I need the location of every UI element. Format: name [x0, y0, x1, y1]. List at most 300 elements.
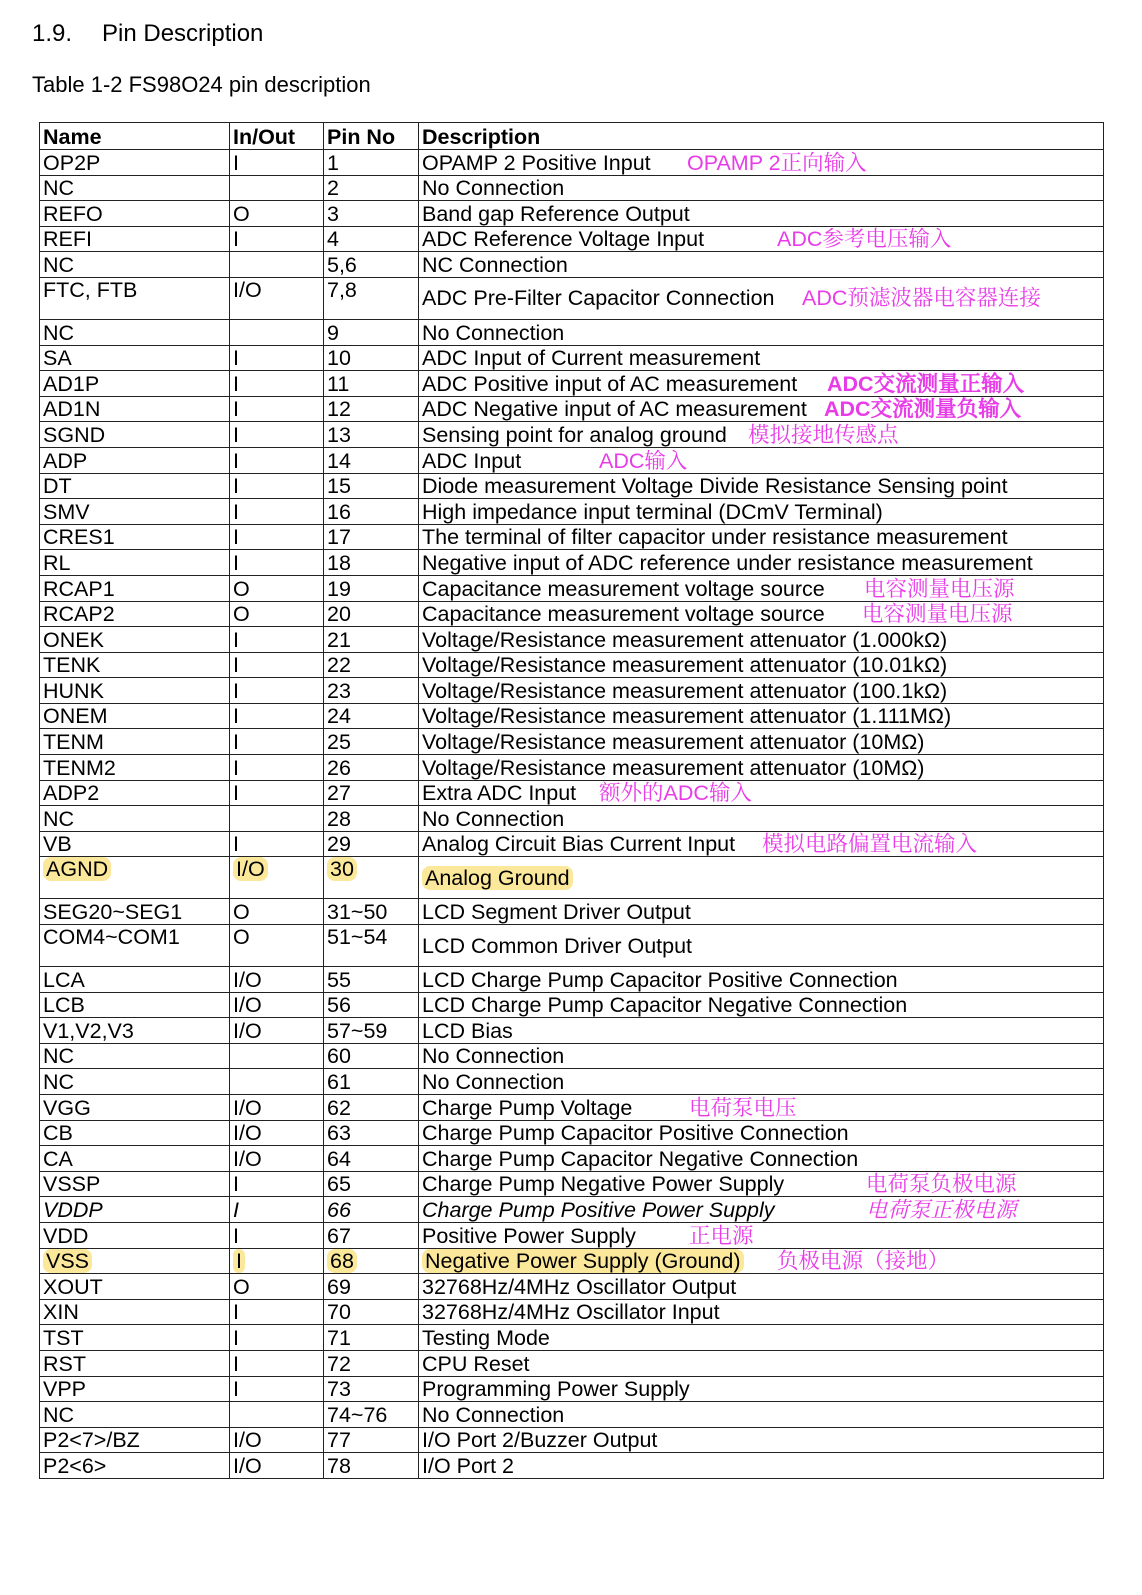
pin-description-cell-text: Charge Pump Capacitor Negative Connection	[422, 1146, 859, 1171]
pin-description-cell	[419, 806, 1104, 832]
pin-number-cell-text: 3	[327, 201, 339, 226]
pin-description-cell	[419, 1350, 1104, 1376]
pin-name-cell-text: VSSP	[43, 1172, 101, 1197]
pin-number-cell-text: 11	[327, 371, 350, 396]
pin-number-cell	[324, 345, 419, 371]
pin-description-cell-text: Voltage/Resistance measurement attenuator (10.01kΩ)	[422, 653, 948, 678]
pin-description-cell	[419, 831, 1104, 857]
pin-io-cell-text: I	[233, 1300, 239, 1325]
pin-number-cell-text: 74~76	[327, 1402, 388, 1427]
pin-number-cell-text: 57~59	[327, 1018, 388, 1043]
pin-io-cell	[230, 1453, 324, 1479]
pin-description-cell	[419, 1146, 1104, 1172]
table-row	[40, 678, 1104, 704]
chinese-annotation: 模拟电路偏置电流输入	[762, 832, 978, 857]
table-row	[40, 1427, 1104, 1453]
pin-name-cell	[40, 422, 230, 448]
pin-io-cell-text: I/O	[233, 967, 262, 992]
pin-name-cell-text: SMV	[43, 499, 90, 524]
pin-name-cell	[40, 925, 230, 967]
pin-name-cell-text: NC	[43, 176, 75, 201]
pin-name-cell-text: AD1P	[43, 371, 100, 396]
pin-description-cell-text: Extra ADC Input	[422, 781, 577, 806]
table-row	[40, 1248, 1104, 1274]
pin-io-cell	[230, 1222, 324, 1248]
pin-description-cell-text: Charge Pump Voltage	[422, 1095, 633, 1120]
pin-io-cell-text: O	[233, 1274, 250, 1299]
pin-io-cell	[230, 499, 324, 525]
pin-io-cell-text: I	[233, 397, 239, 422]
pin-description-cell	[419, 1018, 1104, 1044]
pin-io-cell	[230, 150, 324, 176]
pin-name-cell	[40, 652, 230, 678]
table-row	[40, 806, 1104, 832]
pin-io-cell-text: I/O	[233, 277, 262, 302]
chinese-annotation: ADC预滤波器电容器连接	[802, 286, 1041, 311]
section-heading	[32, 20, 263, 48]
pin-io-cell-text: I	[233, 525, 239, 550]
pin-io-cell-text: I	[233, 150, 239, 175]
pin-io-cell-text: I	[233, 371, 239, 396]
pin-description-cell-text: No Connection	[422, 806, 565, 831]
pin-name-cell	[40, 755, 230, 781]
pin-io-cell-text: I	[233, 1377, 239, 1402]
chinese-annotation: ADC参考电压输入	[777, 227, 952, 252]
table-row	[40, 1120, 1104, 1146]
pin-description-cell-text: Testing Mode	[422, 1325, 550, 1350]
pin-number-cell-text: 31~50	[327, 900, 388, 925]
pin-description-cell-text: High impedance input terminal (DCmV Terminal)	[422, 499, 883, 524]
pin-io-cell	[230, 422, 324, 448]
pin-name-cell-text: VDDP	[43, 1197, 103, 1222]
pin-number-cell	[324, 575, 419, 601]
pin-description-cell-text: I/O Port 2/Buzzer Output	[422, 1428, 658, 1453]
pin-description-cell	[419, 1043, 1104, 1069]
pin-name-cell	[40, 678, 230, 704]
pin-number-cell	[324, 1376, 419, 1402]
pin-description-cell-text: NC Connection	[422, 252, 568, 277]
pin-io-cell	[230, 575, 324, 601]
pin-number-cell	[324, 1299, 419, 1325]
pin-name-cell	[40, 1274, 230, 1300]
pin-number-cell-text: 51~54	[327, 925, 388, 950]
pin-number-cell-text: 1	[327, 150, 339, 175]
pin-io-cell-text: I	[233, 1325, 239, 1350]
pin-name-cell-text: ADP2	[43, 781, 100, 806]
pin-name-cell	[40, 1350, 230, 1376]
pin-number-cell-text: 20	[327, 602, 351, 627]
pin-description-cell-text: Charge Pump Capacitor Positive Connection	[422, 1121, 849, 1146]
table-row	[40, 447, 1104, 473]
pin-number-cell-text: 29	[327, 832, 351, 857]
table-row	[40, 1069, 1104, 1095]
pin-number-cell	[324, 652, 419, 678]
pin-number-cell-text: 21	[327, 627, 351, 652]
pin-io-cell	[230, 780, 324, 806]
pin-number-cell-text: 25	[327, 730, 351, 755]
pin-name-cell	[40, 1146, 230, 1172]
pin-number-cell-text: 18	[327, 550, 351, 575]
pin-name-cell-text: P2<6>	[43, 1453, 107, 1478]
pin-io-cell	[230, 703, 324, 729]
pin-number-cell-text: 4	[327, 227, 339, 252]
pin-description-cell	[419, 447, 1104, 473]
pin-io-cell	[230, 1120, 324, 1146]
pin-description-cell-text: ADC Pre-Filter Capacitor Connection	[422, 286, 775, 311]
pin-number-cell-text: 7,8	[327, 277, 357, 302]
pin-description-cell	[419, 652, 1104, 678]
pin-name-cell-text: LCA	[43, 967, 85, 992]
pin-description-cell	[419, 992, 1104, 1018]
pin-io-cell-text: I	[233, 627, 239, 652]
pin-name-cell-text: REFI	[43, 227, 92, 252]
pin-name-cell-text: RST	[43, 1351, 86, 1376]
pin-io-cell	[230, 1018, 324, 1044]
pin-io-cell	[230, 967, 324, 993]
pin-io-cell	[230, 1043, 324, 1069]
pin-io-cell	[230, 601, 324, 627]
pin-name-cell	[40, 499, 230, 525]
pin-name-cell	[40, 1018, 230, 1044]
pin-description-cell-text: Analog Ground	[422, 866, 573, 890]
pin-number-cell-text: 61	[327, 1070, 351, 1094]
pin-io-cell-text: I	[233, 1223, 239, 1248]
pin-number-cell-text: 13	[327, 422, 351, 447]
pin-name-cell	[40, 345, 230, 371]
pin-number-cell-text: 22	[327, 653, 351, 678]
pin-description-cell-text: ADC Reference Voltage Input	[422, 227, 705, 252]
pin-name-cell-text: OP2P	[43, 150, 101, 175]
pin-number-cell-text: 5,6	[327, 252, 357, 277]
pin-number-cell-text: 24	[327, 704, 351, 729]
table-row	[40, 201, 1104, 227]
pin-description-cell-text: Diode measurement Voltage Divide Resistance Sensing point	[422, 474, 1008, 499]
pin-io-cell	[230, 1376, 324, 1402]
pin-description-cell-text: The terminal of filter capacitor under resistance measurement	[422, 525, 1008, 550]
pin-name-cell	[40, 857, 230, 899]
table-row	[40, 499, 1104, 525]
pin-number-cell	[324, 755, 419, 781]
pin-name-cell-text: TENK	[43, 653, 101, 678]
table-row	[40, 627, 1104, 653]
pin-name-cell-text: RCAP2	[43, 602, 115, 627]
pin-name-cell-text: AD1N	[43, 397, 101, 422]
pin-name-cell-text: NC	[43, 1044, 75, 1069]
pin-io-cell-text: I/O	[233, 1428, 262, 1453]
table-row	[40, 1222, 1104, 1248]
pin-io-cell	[230, 755, 324, 781]
pin-name-cell	[40, 967, 230, 993]
pin-number-cell-text: 9	[327, 320, 339, 345]
pin-number-cell-text: 30	[327, 857, 357, 881]
pin-description-cell-text: Voltage/Resistance measurement attenuator (1.000kΩ)	[422, 627, 948, 652]
table-row	[40, 1325, 1104, 1351]
pin-number-cell	[324, 627, 419, 653]
pin-name-cell-text: VGG	[43, 1095, 91, 1120]
pin-number-cell-text: 69	[327, 1274, 351, 1299]
pin-io-cell	[230, 396, 324, 422]
pin-description-cell-text: Programming Power Supply	[422, 1377, 690, 1402]
pin-name-cell	[40, 1043, 230, 1069]
pin-name-cell-text: NC	[43, 1402, 75, 1427]
pin-number-cell-text: 65	[327, 1172, 351, 1197]
pin-number-cell	[324, 1069, 419, 1095]
pin-name-cell	[40, 1325, 230, 1351]
pin-number-cell-text: 17	[327, 525, 351, 550]
pin-description-cell	[419, 201, 1104, 227]
pin-name-cell	[40, 1197, 230, 1223]
pin-description-cell-text: 32768Hz/4MHz Oscillator Output	[422, 1274, 737, 1299]
table-row	[40, 780, 1104, 806]
pin-name-cell	[40, 201, 230, 227]
pin-number-cell-text: 63	[327, 1121, 351, 1146]
pin-number-cell	[324, 150, 419, 176]
pin-number-cell	[324, 925, 419, 967]
pin-number-cell-text: 73	[327, 1377, 351, 1402]
table-row	[40, 967, 1104, 993]
pin-number-cell	[324, 1018, 419, 1044]
pin-number-cell-text: 28	[327, 806, 351, 831]
pin-description-cell	[419, 252, 1104, 278]
pin-name-cell-text: ONEM	[43, 704, 108, 729]
chinese-annotation: 电容测量电压源	[864, 576, 1015, 601]
pin-io-cell-text: I	[233, 422, 239, 447]
table-row	[40, 1350, 1104, 1376]
pin-io-cell-text: I	[233, 346, 239, 371]
table-row	[40, 1299, 1104, 1325]
pin-description-cell-text: LCD Segment Driver Output	[422, 900, 691, 925]
pin-description-cell-text: Capacitance measurement voltage source	[422, 576, 825, 601]
pin-name-cell-text: NC	[43, 320, 75, 345]
pin-number-cell	[324, 1248, 419, 1274]
pin-io-cell-text: I	[233, 227, 239, 252]
pin-description-cell	[419, 857, 1104, 899]
pin-io-cell	[230, 1427, 324, 1453]
table-row	[40, 1018, 1104, 1044]
pin-io-cell-text: I	[233, 499, 239, 524]
pin-description-cell	[419, 627, 1104, 653]
pin-description-cell	[419, 524, 1104, 550]
pin-description-cell-text: CPU Reset	[422, 1351, 530, 1376]
pin-name-cell-text: NC	[43, 806, 75, 831]
pin-description-cell-text: No Connection	[422, 176, 565, 201]
pin-description-cell	[419, 371, 1104, 397]
pin-description-cell	[419, 601, 1104, 627]
pin-io-cell-text: O	[233, 925, 250, 950]
pin-io-cell-text: I	[233, 832, 239, 857]
table-row	[40, 396, 1104, 422]
pin-name-cell-text: COM4~COM1	[43, 925, 180, 950]
pin-io-cell-text: I	[233, 448, 239, 473]
pin-description-cell-text: No Connection	[422, 320, 565, 345]
pin-name-cell	[40, 550, 230, 576]
pin-name-cell	[40, 447, 230, 473]
pin-name-cell	[40, 806, 230, 832]
pin-name-cell-text: SA	[43, 346, 72, 371]
pin-name-cell	[40, 1376, 230, 1402]
pin-io-cell	[230, 1350, 324, 1376]
table-caption: Table 1-2 FS98O24 pin description	[32, 72, 371, 97]
pin-number-cell	[324, 729, 419, 755]
table-row	[40, 150, 1104, 176]
pin-number-cell	[324, 992, 419, 1018]
pin-name-cell-text: HUNK	[43, 678, 104, 703]
pin-name-cell	[40, 524, 230, 550]
chinese-annotation: 额外的ADC输入	[599, 781, 752, 806]
pin-description-cell-text: Negative Power Supply (Ground)	[422, 1249, 744, 1273]
pin-description-cell	[419, 226, 1104, 252]
pin-name-cell	[40, 1069, 230, 1095]
pin-io-cell-text: I/O	[233, 1018, 262, 1043]
table-row	[40, 345, 1104, 371]
pin-description-cell	[419, 550, 1104, 576]
pin-description-cell	[419, 899, 1104, 925]
header-description: Description	[419, 123, 1104, 150]
pin-io-cell	[230, 992, 324, 1018]
pin-number-cell	[324, 703, 419, 729]
pin-description-cell-text: Voltage/Resistance measurement attenuator (10MΩ)	[422, 730, 925, 755]
pin-number-cell-text: 55	[327, 967, 351, 992]
table-row	[40, 175, 1104, 201]
pin-name-cell	[40, 992, 230, 1018]
pin-description-cell	[419, 422, 1104, 448]
pin-number-cell	[324, 831, 419, 857]
pin-number-cell-text: 14	[327, 448, 351, 473]
pin-name-cell-text: CA	[43, 1146, 73, 1171]
pin-name-cell-text: RCAP1	[43, 576, 115, 601]
pin-description-cell	[419, 1402, 1104, 1428]
pin-io-cell-text: O	[233, 900, 250, 925]
pin-description-cell	[419, 499, 1104, 525]
pin-description-cell	[419, 575, 1104, 601]
pin-number-cell-text: 15	[327, 474, 351, 499]
pin-number-cell-text: 77	[327, 1428, 351, 1453]
pin-number-cell	[324, 806, 419, 832]
pin-number-cell-text: 23	[327, 678, 351, 703]
pin-description-cell-text: No Connection	[422, 1044, 565, 1069]
table-row	[40, 1274, 1104, 1300]
pin-description-cell	[419, 1069, 1104, 1095]
chinese-annotation: 电荷泵正极电源	[866, 1197, 1017, 1222]
pin-number-cell	[324, 601, 419, 627]
table-row	[40, 575, 1104, 601]
pin-name-cell	[40, 1171, 230, 1197]
table-row	[40, 601, 1104, 627]
pin-description-cell	[419, 1095, 1104, 1121]
chinese-annotation: 负极电源（接地）	[777, 1249, 950, 1274]
table-row	[40, 899, 1104, 925]
table-row	[40, 550, 1104, 576]
pin-io-cell-text: O	[233, 602, 250, 627]
pin-number-cell	[324, 550, 419, 576]
table-row	[40, 277, 1104, 319]
pin-io-cell	[230, 1325, 324, 1351]
pin-io-cell	[230, 831, 324, 857]
pin-description-cell-text: Voltage/Resistance measurement attenuator (10MΩ)	[422, 755, 925, 780]
pin-number-cell	[324, 1146, 419, 1172]
pin-number-cell-text: 60	[327, 1044, 351, 1069]
table-row	[40, 1453, 1104, 1479]
pin-io-cell	[230, 226, 324, 252]
pin-name-cell	[40, 1402, 230, 1428]
pin-number-cell	[324, 319, 419, 345]
pin-number-cell	[324, 277, 419, 319]
table-row	[40, 473, 1104, 499]
pin-name-cell	[40, 396, 230, 422]
pin-description-cell-text: LCD Bias	[422, 1018, 513, 1043]
pin-number-cell	[324, 857, 419, 899]
table-row	[40, 992, 1104, 1018]
table-row	[40, 729, 1104, 755]
pin-io-cell	[230, 627, 324, 653]
pin-io-cell-text: I/O	[233, 1121, 262, 1146]
pin-name-cell	[40, 277, 230, 319]
pin-description-cell	[419, 1325, 1104, 1351]
table-row	[40, 422, 1104, 448]
pin-name-cell	[40, 150, 230, 176]
pin-name-cell-text: NC	[43, 1070, 75, 1094]
pin-name-cell-text: REFO	[43, 201, 103, 226]
pin-description-cell-text: ADC Negative input of AC measurement	[422, 397, 807, 422]
pin-name-cell-text: XOUT	[43, 1274, 103, 1299]
table-row	[40, 1095, 1104, 1121]
pin-number-cell	[324, 175, 419, 201]
pin-description-cell	[419, 729, 1104, 755]
pin-description-cell-text: Voltage/Resistance measurement attenuator (100.1kΩ)	[422, 678, 948, 703]
pin-number-cell	[324, 1095, 419, 1121]
pin-io-cell-text: I/O	[233, 993, 262, 1018]
pin-number-cell	[324, 1350, 419, 1376]
pin-description-cell-text: Charge Pump Negative Power Supply	[422, 1172, 785, 1197]
chinese-annotation: 电荷泵负极电源	[866, 1172, 1017, 1197]
pin-number-cell	[324, 524, 419, 550]
pin-io-cell	[230, 1274, 324, 1300]
section-number: 1.9.	[32, 20, 73, 47]
pin-io-cell-text: I/O	[233, 1095, 262, 1120]
pin-name-cell-text: SGND	[43, 422, 106, 447]
pin-io-cell	[230, 252, 324, 278]
pin-number-cell	[324, 1427, 419, 1453]
pin-io-cell	[230, 1299, 324, 1325]
pin-number-cell	[324, 1197, 419, 1223]
pin-number-cell	[324, 678, 419, 704]
pin-io-cell-text: I/O	[233, 1146, 262, 1171]
pin-table-body	[40, 150, 1104, 1479]
chinese-annotation: OPAMP 2正向输入	[687, 150, 867, 175]
pin-table	[39, 122, 1104, 1479]
header-in-out: In/Out	[230, 123, 324, 150]
pin-description-cell-text: 32768Hz/4MHz Oscillator Input	[422, 1300, 720, 1325]
pin-io-cell-text: I	[233, 653, 239, 678]
table-row	[40, 703, 1104, 729]
pin-number-cell-text: 27	[327, 781, 351, 806]
pin-description-cell	[419, 150, 1104, 176]
pin-number-cell	[324, 422, 419, 448]
pin-number-cell	[324, 396, 419, 422]
pin-description-cell-text: Negative input of ADC reference under resistance measurement	[422, 550, 1033, 575]
pin-number-cell	[324, 1402, 419, 1428]
pin-description-cell-text: ADC Input of Current measurement	[422, 346, 761, 371]
pin-description-cell-text: ADC Input	[422, 448, 522, 473]
pin-description-cell-text: Positive Power Supply	[422, 1223, 636, 1248]
pin-number-cell-text: 78	[327, 1453, 351, 1478]
table-header-row	[40, 123, 1104, 150]
pin-io-cell-text: O	[233, 201, 250, 226]
pin-io-cell-text: I	[233, 1351, 239, 1376]
pin-name-cell-text: ONEK	[43, 627, 104, 652]
table-row	[40, 652, 1104, 678]
pin-io-cell	[230, 473, 324, 499]
